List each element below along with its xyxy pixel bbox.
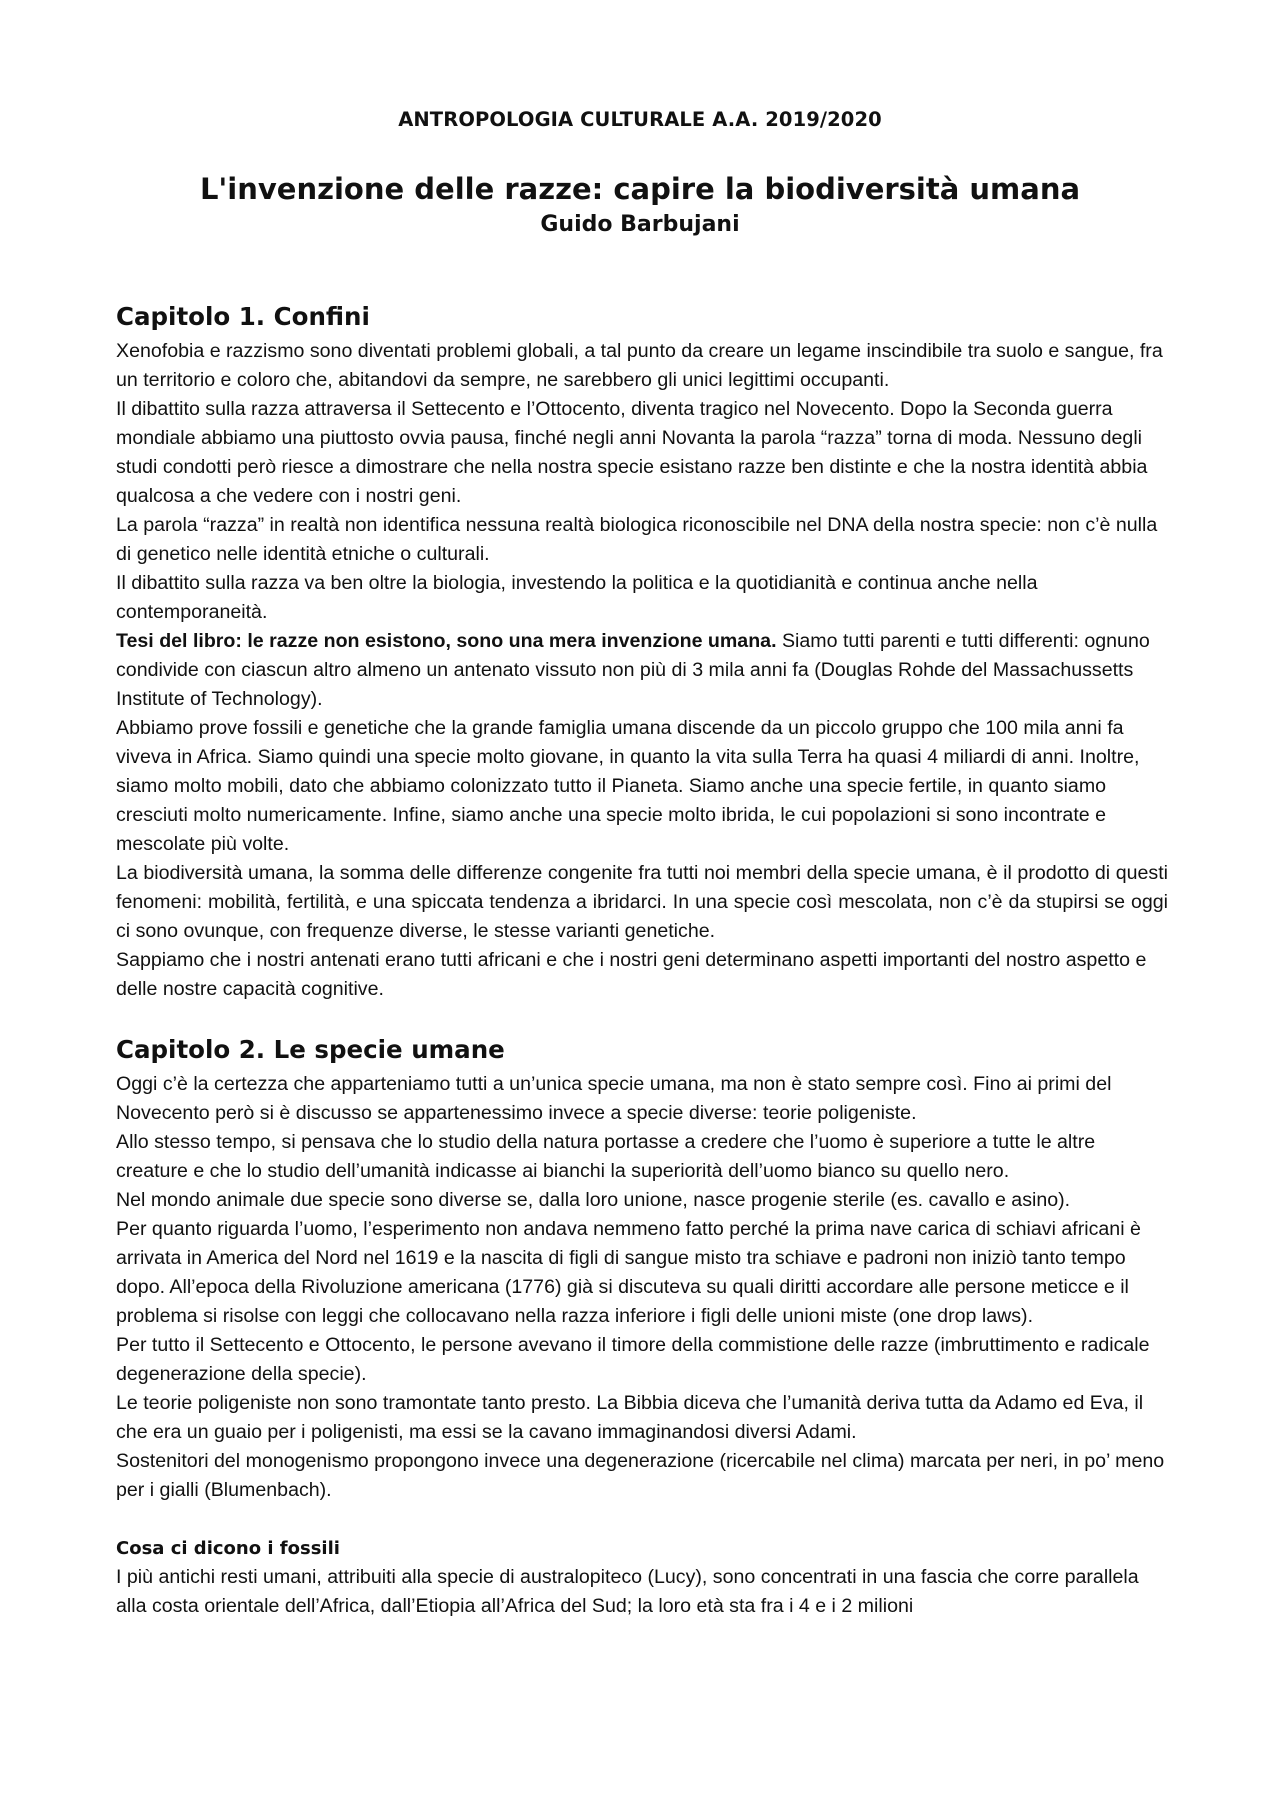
paragraph: Nel mondo animale due specie sono diverse se, dalla loro unione, nasce progenie sterile (es. cavallo e asino).: [116, 1189, 1071, 1211]
book-title: L'invenzione delle razze: capire la biodiversità umana: [199, 172, 1081, 206]
paragraph: Xenofobia e razzismo sono diventati problemi globali, a tal punto da creare un legame inscindibile tra suolo e sangue, fra un territorio e coloro che, abitandovi da sempre, ne sarebbero gli unici legittimi occupanti.: [116, 340, 1163, 391]
paragraph: Il dibattito sulla razza va ben oltre la biologia, investendo la politica e la quotidianità e continua anche nella contemporaneità.: [116, 572, 1038, 623]
spacer: [116, 1505, 1168, 1534]
chapter-1-heading: Capitolo 1. Confini: [116, 302, 370, 331]
paragraph: Sappiamo che i nostri antenati erano tutti africani e che i nostri geni determinano aspetti importanti del nostro aspetto e delle nostre capacità cognitive.: [116, 949, 1147, 1000]
paragraph: Le teorie poligeniste non sono tramontate tanto presto. La Bibbia diceva che l’umanità deriva tutta da Adamo ed Eva, il che era un guaio per i poligenisti, ma essi se la cavano immaginandosi diversi Adami.: [116, 1392, 1144, 1443]
paragraph: Allo stesso tempo, si pensava che lo studio della natura portasse a credere che l’uomo è superiore a tutte le altre creature e che lo studio dell’umanità indicasse ai bianchi la superiorità dell’uomo bianco su quello nero.: [116, 1131, 1096, 1182]
paragraph: Sostenitori del monogenismo propongono invece una degenerazione (ricercabile nel clima) marcata per neri, in po’ meno per i gialli (Blumenbach).: [116, 1450, 1165, 1501]
book-author: Guido Barbujani: [540, 212, 740, 237]
paragraph: Abbiamo prove fossili e genetiche che la grande famiglia umana discende da un piccolo gruppo che 100 mila anni fa viveva in Africa. Siamo quindi una specie molto giovane, in quanto la vita sulla Terra ha quasi 4 miliardi di anni. Inoltre, siamo molto mobili, dato che abbiamo colonizzato tutto il Pianeta. Siamo anche una specie fertile, in quanto siamo cresciuti molto numericamente. Infine, siamo anche una specie molto ibrida, le cui popolazioni si sono incontrate e mescolate più volte.: [116, 717, 1140, 855]
section-heading-fossils: Cosa ci dicono i fossili: [116, 1538, 340, 1559]
chapter-1: [116, 300, 1168, 1004]
paragraph: I più antichi resti umani, attribuiti alla specie di australopiteco (Lucy), sono concentrati in una fascia che corre parallela alla costa orientale dell’Africa, dall’Etiopia all’Africa del Sud; la loro età sta fra i 4 e i 2 milioni: [116, 1566, 1139, 1617]
paragraph: Oggi c’è la certezza che apparteniamo tutti a un’unica specie umana, ma non è stato sempre così. Fino ai primi del Novecento però si è discusso se appartenessimo invece a specie diverse: teorie poligeniste.: [116, 1073, 1112, 1124]
paragraph: Per tutto il Settecento e Ottocento, le persone avevano il timore della commistione delle razze (imbruttimento e radicale degenerazione della specie).: [116, 1334, 1150, 1385]
paragraph: Il dibattito sulla razza attraversa il Settecento e l’Ottocento, diventa tragico nel Novecento. Dopo la Seconda guerra mondiale abbiamo una piuttosto ovvia pausa, finché negli anni Novanta la parola “razza” torna di moda. Nessuno degli studi condotti però riesce a dimostrare che nella nostra specie esistano razze ben distinte e che la nostra identità abbia qualcosa a che vedere con i nostri geni.: [116, 398, 1148, 507]
paragraph: Per quanto riguarda l’uomo, l’esperimento non andava nemmeno fatto perché la prima nave carica di schiavi africani è arrivata in America del Nord nel 1619 e la nascita di figli di sangue misto tra schiave e padroni non iniziò tanto tempo dopo. All’epoca della Rivoluzione americana (1776) già si discuteva su quali diritti accordare alle persone meticce e il problema si risolse con leggi che collocavano nella razza inferiore i figli delle unioni miste (one drop laws).: [116, 1218, 1141, 1327]
thesis-continuation: Siamo tutti parenti e tutti differenti: ognuno condivide con ciascun altro almeno un antenato vissuto non più di 3 mila anni fa (Douglas Rohde del Massachussetts Institute of Technology).: [116, 630, 1150, 710]
thesis-paragraph: [116, 627, 1168, 714]
paragraph: La biodiversità umana, la somma delle differenze congenite fra tutti noi membri della specie umana, è il prodotto di questi fenomeni: mobilità, fertilità, e una spiccata tendenza a ibridarci. In una specie così mescolata, non c’è da stupirsi se oggi ci sono ovunque, con frequenze diverse, le stesse varianti genetiche.: [116, 862, 1168, 942]
chapter-2-heading: Capitolo 2. Le specie umane: [116, 1035, 505, 1064]
course-title: ANTROPOLOGIA CULTURALE A.A. 2019/2020: [398, 108, 882, 131]
thesis-statement: Tesi del libro: le razze non esistono, sono una mera invenzione umana.: [116, 630, 777, 652]
paragraph: La parola “razza” in realtà non identifica nessuna realtà biologica riconoscibile nel DNA della nostra specie: non c’è nulla di genetico nelle identità etniche o culturali.: [116, 514, 1158, 565]
chapter-2: [116, 1033, 1168, 1621]
